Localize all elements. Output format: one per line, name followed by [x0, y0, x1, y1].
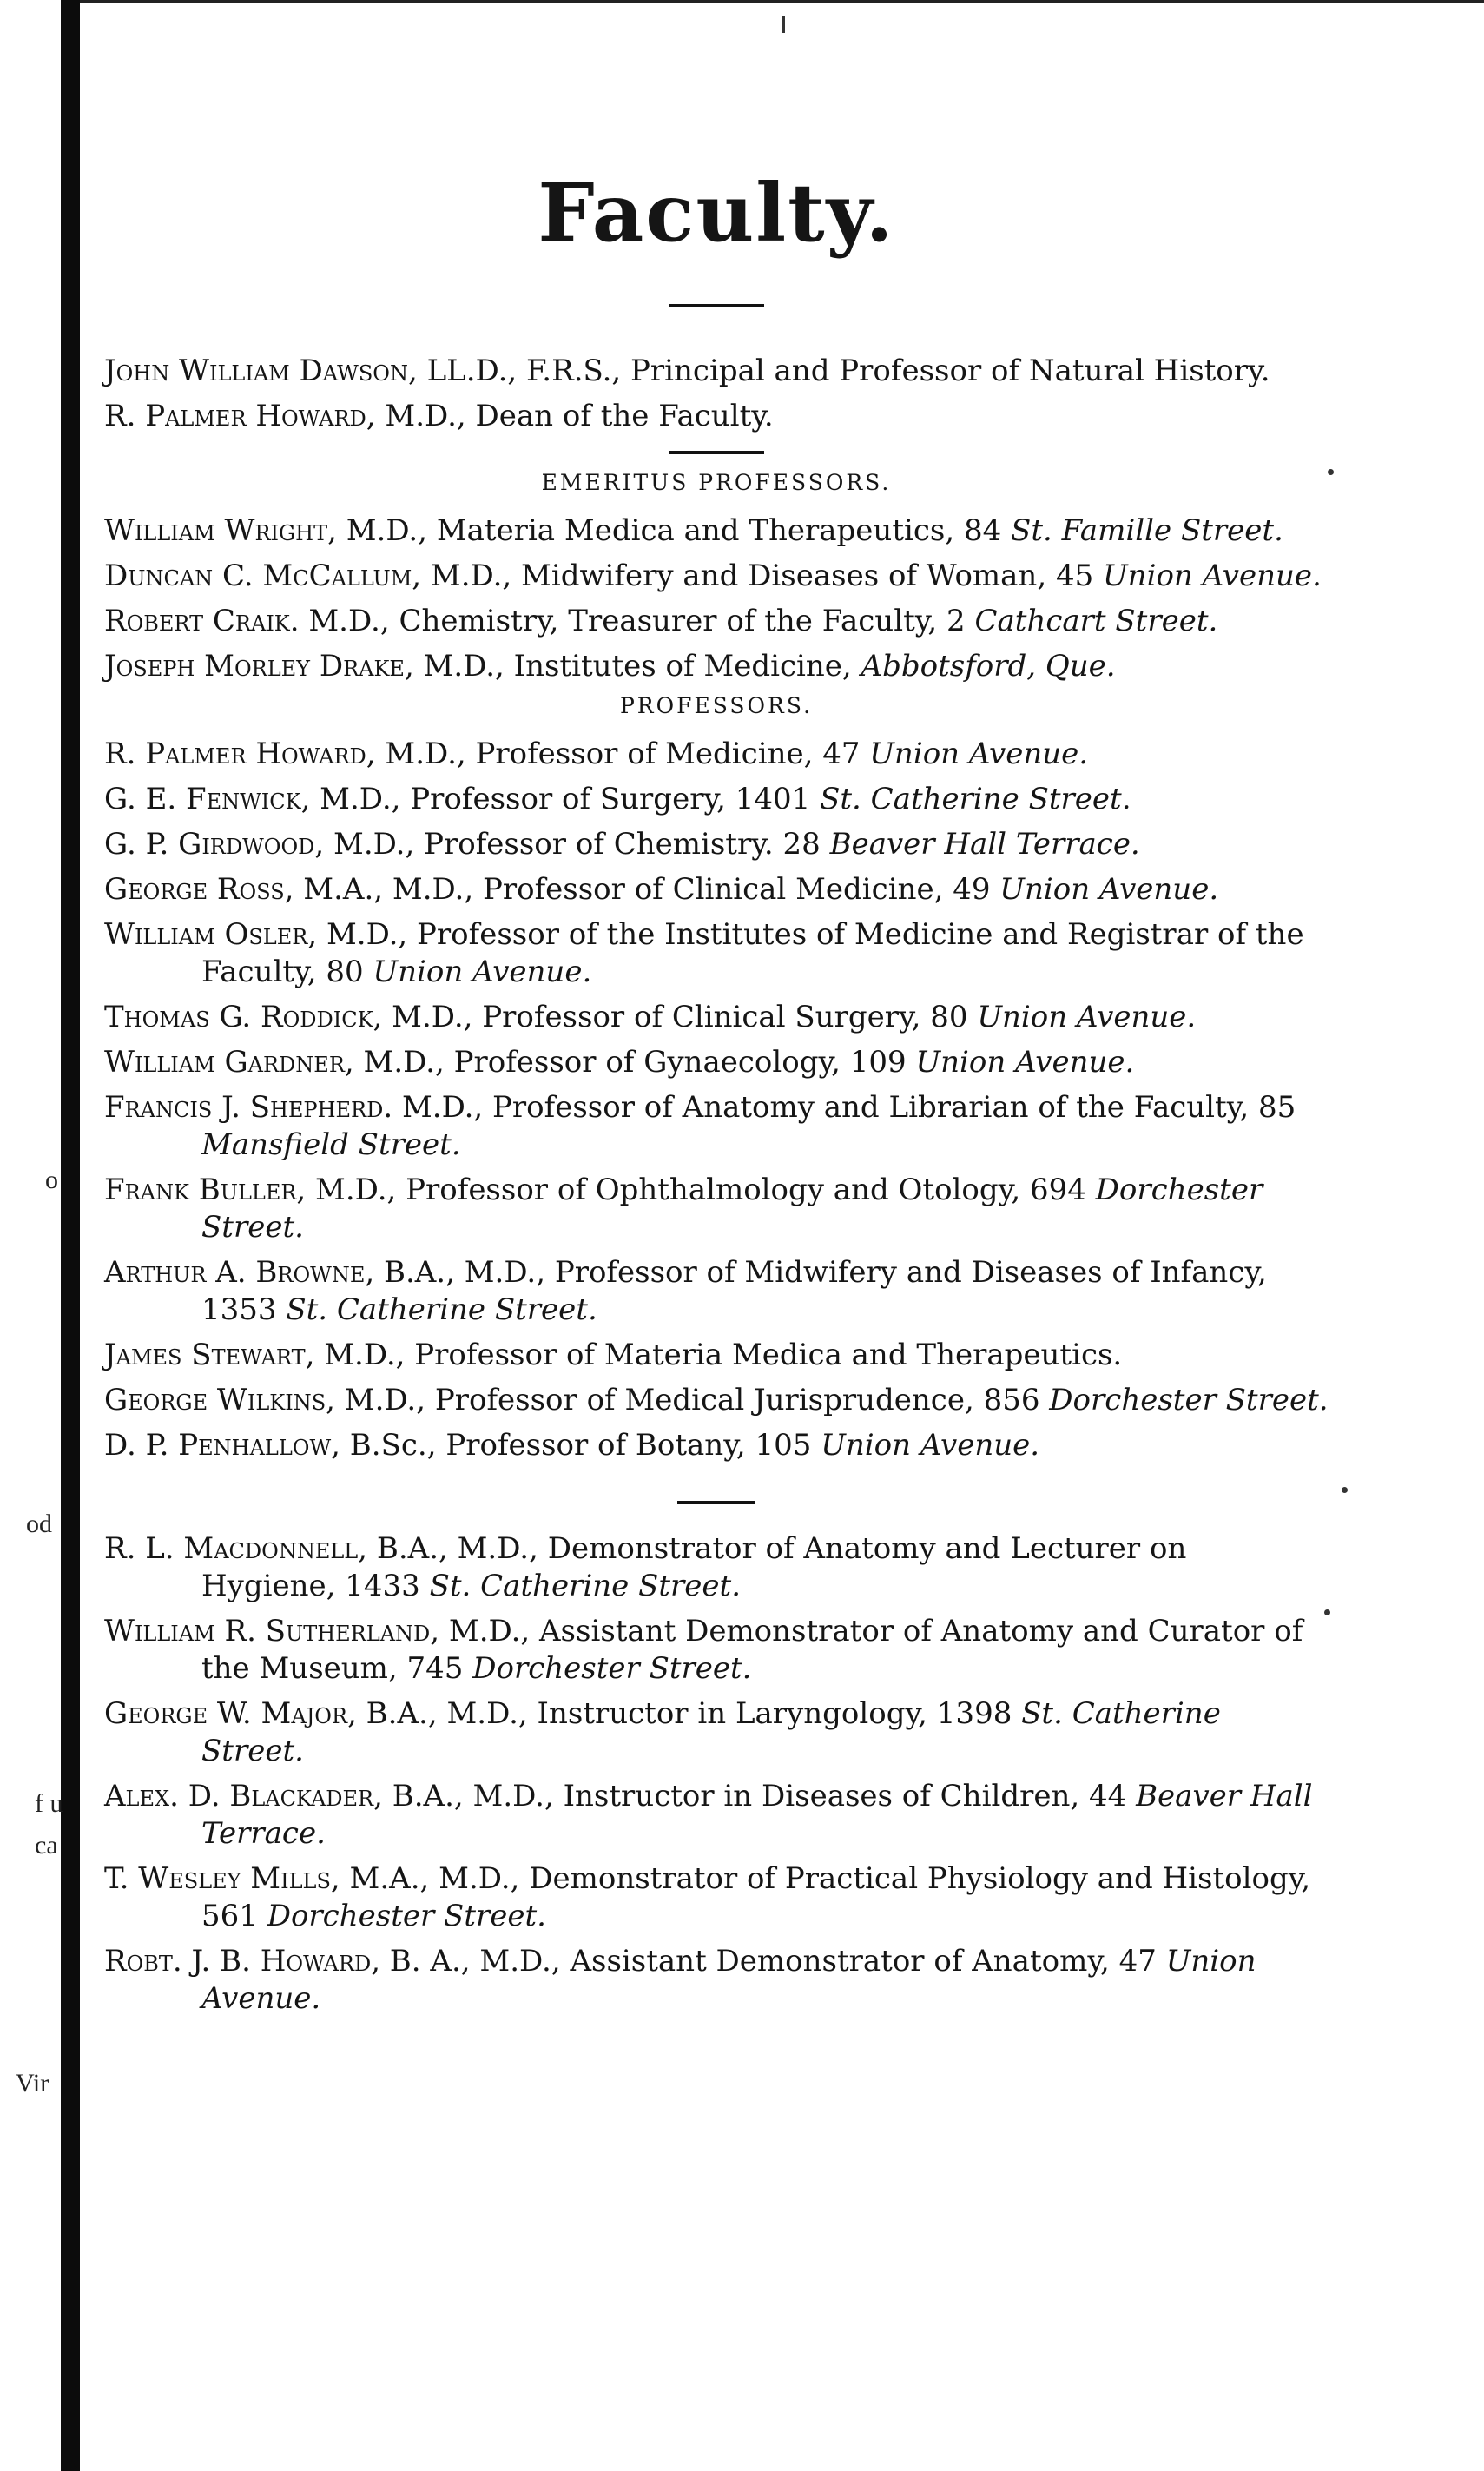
faculty-entry	[104, 1254, 1329, 1329]
page-title: Faculty.	[538, 166, 895, 260]
faculty-entry	[104, 1089, 1329, 1164]
faculty-name: Frank Buller	[104, 1173, 297, 1207]
faculty-details: , M.D., Assistant Demonstrator of Anatomy and Curator of the Museum, 745	[201, 1614, 1303, 1686]
faculty-address: St. Famille Street.	[1011, 513, 1283, 548]
faculty-name: William Wright	[104, 513, 328, 548]
faculty-address: Union Avenue.	[869, 737, 1089, 771]
faculty-name: G. P. Girdwood	[104, 827, 315, 862]
section-rule	[677, 1501, 755, 1504]
faculty-address: St. Catherine Street.	[201, 1696, 1221, 1768]
faculty-details: , M.D., Professor of Gynaecology, 109	[344, 1045, 916, 1080]
margin-fragment: o	[45, 1166, 58, 1194]
margin-fragment: ca	[35, 1831, 58, 1860]
faculty-name: John William Dawson	[104, 353, 408, 388]
faculty-address: Abbotsford, Que.	[861, 649, 1116, 684]
faculty-entry	[104, 648, 1329, 685]
faculty-details: , M.D., Dean of the Faculty.	[366, 399, 774, 433]
faculty-name: George W. Major	[104, 1696, 348, 1731]
faculty-name: William Osler	[104, 917, 308, 952]
faculty-address: Dorchester Street.	[1049, 1383, 1329, 1417]
faculty-entry	[104, 1530, 1329, 1605]
faculty-address: Dorchester Street.	[201, 1173, 1263, 1245]
faculty-entry	[104, 1695, 1329, 1770]
faculty-name: R. Palmer Howard	[104, 399, 366, 433]
faculty-name: William R. Sutherland	[104, 1614, 431, 1648]
faculty-name: George Wilkins	[104, 1383, 326, 1417]
faculty-address: Dorchester Street.	[267, 1899, 546, 1933]
faculty-details: . M.D., Chemistry, Treasurer of the Faculty, 2	[289, 604, 975, 638]
faculty-address: Mansfield Street.	[201, 1127, 461, 1162]
faculty-details: , M.D., Professor of Medical Jurisprudence, 856	[326, 1383, 1050, 1417]
faculty-entry	[104, 826, 1329, 863]
faculty-entry	[104, 1778, 1329, 1853]
faculty-address: Union Avenue.	[915, 1045, 1135, 1080]
faculty-address: Beaver Hall Terrace.	[201, 1779, 1313, 1851]
faculty-page	[104, 130, 1329, 2025]
faculty-entry	[104, 398, 1329, 435]
print-mark	[782, 16, 785, 33]
margin-fragment: Vir	[16, 2069, 49, 2098]
faculty-entry	[104, 558, 1329, 595]
faculty-details: . M.D., Professor of Anatomy and Librarian of the Faculty, 85	[383, 1090, 1296, 1125]
faculty-entry	[104, 512, 1329, 550]
faculty-details: , M.D., Midwifery and Diseases of Woman, 45	[412, 558, 1104, 593]
faculty-address: Union Avenue.	[373, 955, 592, 989]
faculty-address: Union Avenue.	[201, 1944, 1256, 2016]
faculty-name: Thomas G. Roddick	[104, 1000, 373, 1034]
print-speck	[1328, 469, 1334, 475]
faculty-entry	[104, 353, 1329, 390]
faculty-entry	[104, 999, 1329, 1036]
faculty-details: , M.D., Professor of Clinical Surgery, 80	[373, 1000, 978, 1034]
margin-fragment: f u	[35, 1789, 63, 1818]
faculty-details: , M.D., Professor of Surgery, 1401	[300, 782, 821, 816]
faculty-name: R. Palmer Howard	[104, 737, 366, 771]
faculty-entry	[104, 736, 1329, 773]
faculty-details: , M.A., M.D., Professor of Clinical Medicine, 49	[284, 872, 1000, 907]
faculty-entry	[104, 1044, 1329, 1081]
faculty-name: George Ross	[104, 872, 285, 907]
faculty-details: , M.A., M.D., Demonstrator of Practical Physiology and Histology, 561	[201, 1861, 1311, 1933]
faculty-entry	[104, 1860, 1329, 1935]
faculty-details: , B.A., M.D., Instructor in Laryngology, 1398	[347, 1696, 1022, 1731]
faculty-name: G. E. Fenwick	[104, 782, 301, 816]
faculty-name: Arthur A. Browne	[104, 1255, 366, 1290]
faculty-entry	[104, 1427, 1329, 1464]
faculty-details: , B. A., M.D., Assistant Demonstrator of Anatomy, 47	[371, 1944, 1166, 1979]
faculty-details: , M.D., Professor of Materia Medica and Therapeutics.	[305, 1338, 1123, 1372]
faculty-entry	[104, 1337, 1329, 1374]
title-rule	[669, 304, 764, 307]
faculty-address: Cathcart Street.	[974, 604, 1218, 638]
faculty-name: T. Wesley Mills	[104, 1861, 331, 1896]
book-spine-shadow	[61, 0, 80, 2471]
faculty-address: St. Catherine Street.	[286, 1292, 597, 1327]
page-top-edge	[80, 0, 1484, 3]
faculty-details: , M.D., Professor of Ophthalmology and Otology, 694	[296, 1173, 1096, 1207]
faculty-address: St. Catherine Street.	[429, 1569, 742, 1603]
print-speck	[1342, 1487, 1348, 1493]
faculty-name: James Stewart	[104, 1338, 306, 1372]
faculty-details: , B.Sc., Professor of Botany, 105	[331, 1428, 821, 1463]
faculty-name: Francis J. Shepherd	[104, 1090, 384, 1125]
faculty-entry	[104, 1172, 1329, 1246]
faculty-address: Beaver Hall Terrace.	[829, 827, 1140, 862]
faculty-details: , M.D., Professor of the Institutes of Medicine and Registrar of the Faculty, 80	[201, 917, 1304, 989]
emeritus-list	[104, 512, 1329, 685]
faculty-details: , B.A., M.D., Demonstrator of Anatomy and Lecturer on Hygiene, 1433	[201, 1531, 1187, 1603]
faculty-address: Dorchester Street.	[472, 1651, 752, 1686]
faculty-address: Union Avenue.	[999, 872, 1219, 907]
professors-heading: PROFESSORS.	[619, 693, 814, 718]
faculty-details: , M.D., Materia Medica and Therapeutics, 84	[327, 513, 1012, 548]
faculty-address: St. Catherine Street.	[820, 782, 1131, 816]
faculty-address: Union Avenue.	[821, 1428, 1040, 1463]
demonstrators-list	[104, 1530, 1329, 2018]
faculty-entry	[104, 1613, 1329, 1688]
faculty-name: Joseph Morley Drake	[104, 649, 405, 684]
officers-list	[104, 353, 1329, 435]
margin-fragment: od	[26, 1510, 52, 1538]
faculty-address: Union Avenue.	[1103, 558, 1322, 593]
faculty-details: , B.A., M.D., Instructor in Diseases of Children, 44	[373, 1779, 1137, 1814]
faculty-name: Robt. J. B. Howard	[104, 1944, 372, 1979]
faculty-entry	[104, 1943, 1329, 2018]
faculty-name: R. L. Macdonnell	[104, 1531, 359, 1566]
faculty-name: Robert Craik	[104, 604, 290, 638]
faculty-entry	[104, 916, 1329, 991]
emeritus-heading: EMERITUS PROFESSORS.	[541, 470, 892, 495]
faculty-entry	[104, 781, 1329, 818]
faculty-details: , M.D., Professor of Medicine, 47	[366, 737, 870, 771]
faculty-name: D. P. Penhallow	[104, 1428, 332, 1463]
faculty-name: Duncan C. McCallum	[104, 558, 412, 593]
faculty-details: , LL.D., F.R.S., Principal and Professor of Natural History.	[407, 353, 1270, 388]
faculty-name: William Gardner	[104, 1045, 345, 1080]
section-rule	[669, 451, 764, 454]
faculty-entry	[104, 603, 1329, 640]
faculty-name: Alex. D. Blackader	[104, 1779, 374, 1814]
faculty-entry	[104, 871, 1329, 908]
faculty-details: , M.D., Professor of Chemistry. 28	[314, 827, 830, 862]
faculty-details: , B.A., M.D., Professor of Midwifery and Diseases of Infancy, 1353	[201, 1255, 1267, 1327]
faculty-details: , M.D., Institutes of Medicine,	[404, 649, 861, 684]
professors-list	[104, 736, 1329, 1464]
faculty-entry	[104, 1382, 1329, 1419]
faculty-address: Union Avenue.	[977, 1000, 1197, 1034]
